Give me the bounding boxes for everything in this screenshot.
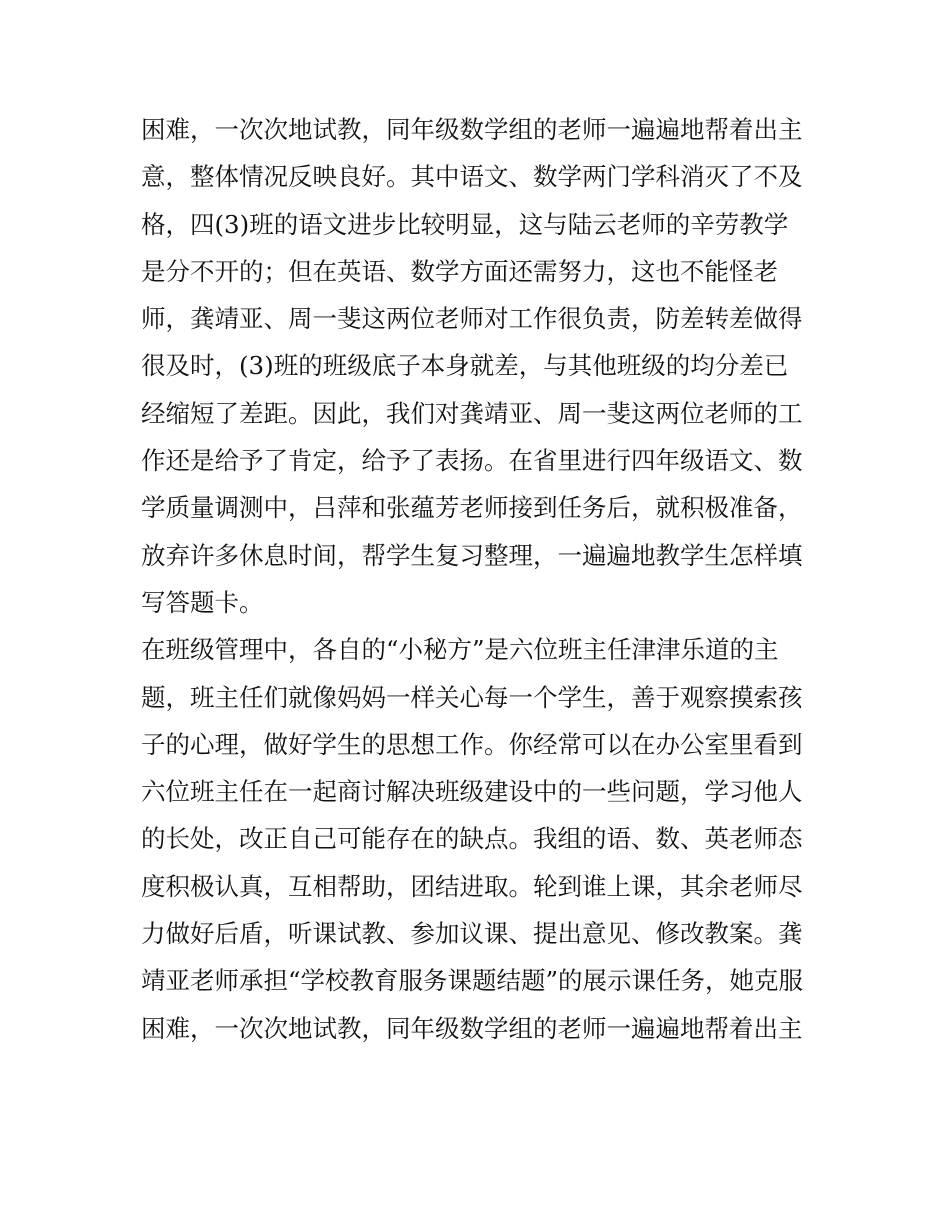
text-line: 写答题卡。	[141, 587, 264, 617]
text-line: 作还是给予了肯定，给予了表扬。在省里进行四年级语文、数	[141, 446, 803, 476]
text-line: 力做好后盾，听课试教、参加议课、提出意见、修改教案。龚	[141, 919, 803, 949]
text-line: 困难，一次次地试教，同年级数学组的老师一遍遍地帮着出主	[141, 115, 803, 144]
text-line: 学质量调测中，吕萍和张蕴芳老师接到任务后，就积极准备，	[141, 493, 803, 523]
text-line: 经缩短了差距。因此，我们对龚靖亚、周一斐这两位老师的工	[141, 398, 803, 428]
text-line: 困难，一次次地试教，同年级数学组的老师一遍遍地帮着出主	[141, 1013, 803, 1043]
text-line: 题，班主任们就像妈妈一样关心每一个学生，善于观察摸索孩	[141, 682, 803, 712]
text-line: 六位班主任在一起商讨解决班级建设中的一些问题，学习他人	[141, 777, 803, 807]
text-line: 是分不开的；但在英语、数学方面还需努力，这也不能怪老	[141, 256, 778, 286]
text-line: 放弃许多休息时间，帮学生复习整理，一遍遍地教学生怎样填	[141, 540, 803, 570]
text-line: 格，四(3)班的语文进步比较明显，这与陆云老师的辛劳教学	[141, 209, 789, 239]
text-line: 的长处，改正自己可能存在的缺点。我组的语、数、英老师态	[141, 824, 803, 854]
text-line: 师，龚靖亚、周一斐这两位老师对工作很负责，防差转差做得	[141, 304, 803, 334]
document-body	[141, 106, 813, 1052]
text-line: 度积极认真，互相帮助，团结进取。轮到谁上课，其余老师尽	[141, 871, 803, 901]
text-line: 意，整体情况反映良好。其中语文、数学两门学科消灭了不及	[141, 162, 803, 192]
text-line: 在班级管理中，各自的“小秘方”是六位班主任津津乐道的主	[141, 635, 779, 665]
text-line: 靖亚老师承担“学校教育服务课题结题”的展示课任务，她克服	[141, 966, 804, 996]
text-line: 子的心理，做好学生的思想工作。你经常可以在办公室里看到	[141, 729, 803, 759]
text-line: 很及时，(3)班的班级底子本身就差，与其他班级的均分差已	[141, 351, 789, 381]
